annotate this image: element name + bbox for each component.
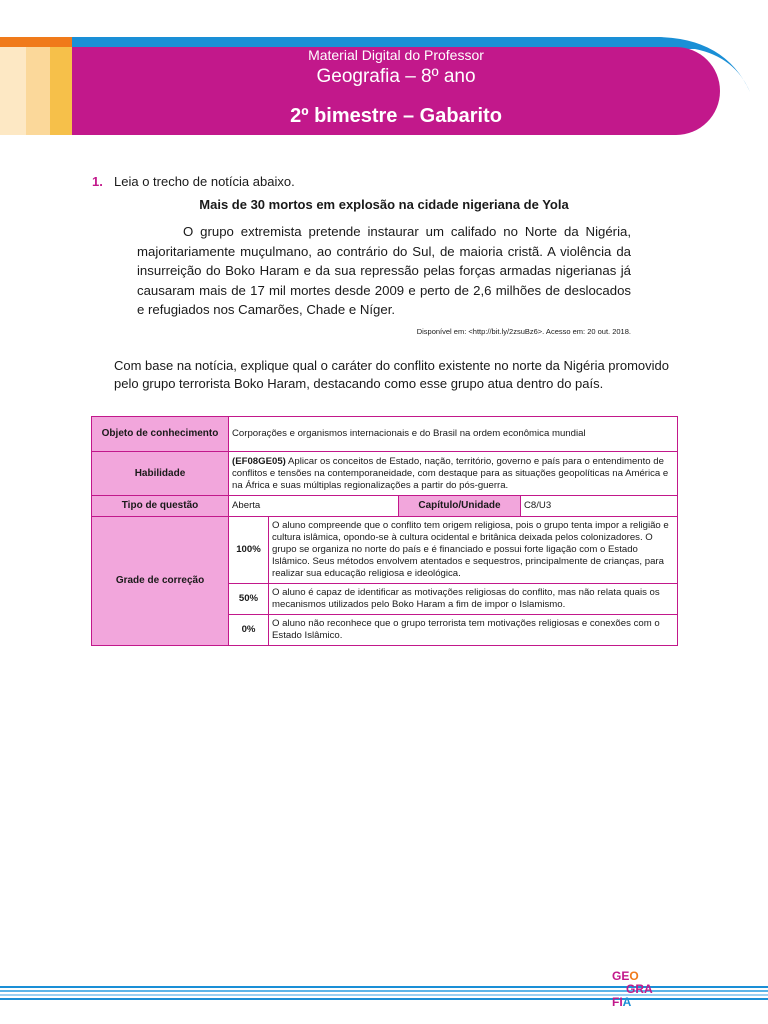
tipo-label: Tipo de questão: [92, 496, 229, 517]
grade-text: O aluno não reconhece que o grupo terrorista tem motivações religiosas e conexões com o Estado Islâmico.: [269, 615, 678, 646]
grade-pct: 50%: [229, 584, 269, 615]
table-row-tipo: [92, 496, 678, 517]
capitulo-value: C8/U3: [521, 496, 678, 517]
header-stripe-mid: [26, 47, 50, 135]
logo-text: A: [622, 995, 632, 1009]
logo-text: O: [629, 969, 639, 983]
page-header: [0, 0, 768, 140]
header-subtitle: Material Digital do Professor: [308, 47, 484, 63]
header-stripe-light: [0, 47, 26, 135]
objeto-value: Corporações e organismos internacionais e do Brasil na ordem econômica mundial: [229, 417, 678, 452]
grade-text: O aluno é capaz de identificar as motivações religiosas do conflito, mas não relata quais os mecanismos utilizados pelo Boko Haram a fim de impor o Islamismo.: [269, 584, 678, 615]
grade-pct: 100%: [229, 517, 269, 584]
geografia-logo: [612, 970, 653, 1009]
page-title: 2º bimestre – Gabarito: [290, 105, 502, 127]
logo-text: FI: [612, 995, 623, 1009]
table-row-objeto: [92, 417, 678, 452]
objeto-label: Objeto de conhecimento: [92, 417, 229, 452]
habilidade-value: [229, 452, 678, 496]
news-source: Disponível em: <http://bit.ly/2zsuBz6>. Acesso em: 20 out. 2018.: [416, 327, 631, 336]
question-prompt: Com base na notícia, explique qual o caráter do conflito existente no norte da Nigéria promovido pelo grupo terrorista Boko Haram, destacando como esse grupo atua dentro do país.: [114, 358, 669, 391]
table-row-grade-100: [92, 517, 678, 584]
capitulo-label: Capítulo/Unidade: [399, 496, 521, 517]
tipo-value: Aberta: [229, 496, 399, 517]
header-stripe-dark: [50, 47, 72, 135]
answer-table: [91, 416, 678, 646]
grade-label: Grade de correção: [92, 517, 229, 646]
grade-pct: 0%: [229, 615, 269, 646]
habilidade-code: (EF08GE05): [232, 455, 286, 467]
habilidade-label: Habilidade: [92, 452, 229, 496]
grade-text: O aluno compreende que o conflito tem origem religiosa, pois o grupo tenta impor a religião e cultura islâmica, opondo-se à cultura ocidental e britânica deixada pelos colonizadores. O grupo se organiza no norte do país e é financiado e possui forte ligação com o Estado Islâmico. Seus métodos envolvem atentados e sequestros, principalmente de crianças, para realizar sua educação religiosa e ideológica.: [269, 517, 678, 584]
logo-text: GRA: [626, 982, 653, 996]
table-row-habilidade: [92, 452, 678, 496]
news-title: Mais de 30 mortos em explosão na cidade nigeriana de Yola: [199, 197, 569, 212]
question-intro: Leia o trecho de notícia abaixo.: [114, 174, 295, 189]
news-body: O grupo extremista pretende instaurar um califado no Norte da Nigéria, majoritariamente muçulmano, ao contrário do Sul, de maioria cristã. A violência da insurreição do Boko Haram e da sua repressão pelas forças armadas nigerianas já causaram mais de 17 mil mortes desde 2009 e perto de 2,6 milhões de deslocados e refugiados nos Camarões, Chade e Níger.: [137, 224, 631, 317]
question-number: 1.: [92, 174, 103, 189]
footer-line: [0, 998, 768, 1000]
habilidade-text: Aplicar os conceitos de Estado, nação, território, governo e país para o entendimento de conflitos e tensões na contemporaneidade, com destaque para as situações geopolíticas na América e na África e suas múltiplas regionalizações a partir do pós-guerra.: [232, 455, 669, 491]
header-course: Geografia – 8º ano: [316, 66, 476, 87]
logo-text: GE: [612, 969, 630, 983]
